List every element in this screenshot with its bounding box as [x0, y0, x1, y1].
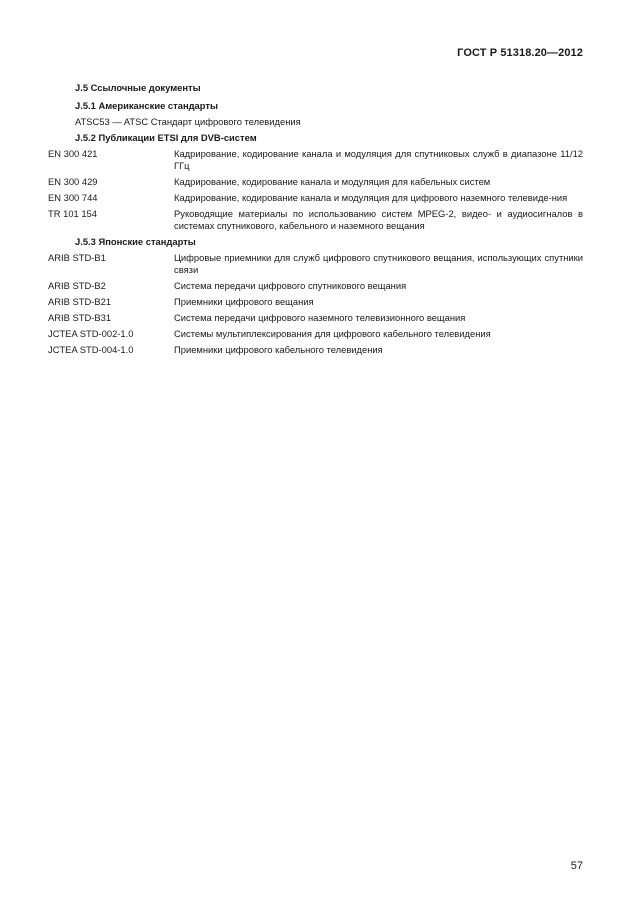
- standard-code: JCTEA STD-002-1.0: [48, 328, 134, 339]
- standard-code: ARIB STD-B31: [48, 312, 112, 323]
- standard-code: EN 300 429: [48, 176, 98, 187]
- standard-code: JCTEA STD-004-1.0: [48, 344, 134, 355]
- american-standard-text: ATSC53 — ATSC Стандарт цифрового телевидения: [75, 116, 301, 127]
- standard-description: Приемники цифрового вещания: [174, 296, 314, 307]
- standard-description: Приемники цифрового кабельного телевидения: [174, 344, 383, 355]
- japanese-list: [48, 252, 583, 356]
- standard-description: Система передачи цифрового спутникового вещания: [174, 280, 407, 291]
- list-item: [48, 252, 583, 276]
- section-title: J.5 Ссылочные документы: [75, 82, 201, 93]
- standard-description: Кадрирование, кодирование канала и модуляция для цифрового наземного телевиде-ния: [174, 192, 568, 203]
- list-item: [48, 312, 583, 324]
- standard-description: Цифровые приемники для служб цифрового спутникового вещания, использующих спутники связи: [174, 252, 583, 275]
- list-item: [48, 296, 583, 308]
- subsection-title-japanese: J.5.3 Японские стандарты: [75, 236, 196, 247]
- standard-description: Кадрирование, кодирование канала и модуляция для спутниковых служб в диапазоне 11/12 ГГц: [174, 148, 583, 171]
- standard-code: ARIB STD-B21: [48, 296, 112, 307]
- list-item: [48, 280, 583, 292]
- list-item: [48, 192, 583, 204]
- list-item: [48, 344, 583, 356]
- standard-code: ARIB STD-B1: [48, 252, 106, 263]
- document-content: [48, 82, 583, 360]
- list-item: [48, 208, 583, 232]
- page-number: 57: [570, 860, 583, 872]
- standard-code: EN 300 744: [48, 192, 98, 203]
- list-item: [48, 148, 583, 172]
- subsection-title-american: J.5.1 Американские стандарты: [75, 100, 218, 111]
- subsection-title-etsi: J.5.2 Публикации ETSI для DVB-систем: [75, 132, 257, 143]
- etsi-list: [48, 148, 583, 232]
- list-item: [48, 328, 583, 340]
- standard-code: TR 101 154: [48, 208, 97, 219]
- standard-description: Система передачи цифрового наземного телевизионного вещания: [174, 312, 466, 323]
- document-standard-number: ГОСТ Р 51318.20—2012: [457, 47, 583, 59]
- standard-code: EN 300 421: [48, 148, 98, 159]
- standard-description: Системы мультиплексирования для цифрового кабельного телевидения: [174, 328, 491, 339]
- standard-description: Кадрирование, кодирование канала и модуляция для кабельных систем: [174, 176, 491, 187]
- standard-description: Руководящие материалы по использованию систем MPEG-2, видео- и аудиосигналов в системах спутникового, кабельного и наземного вещания: [174, 208, 583, 231]
- list-item: [48, 176, 583, 188]
- standard-code: ARIB STD-B2: [48, 280, 106, 291]
